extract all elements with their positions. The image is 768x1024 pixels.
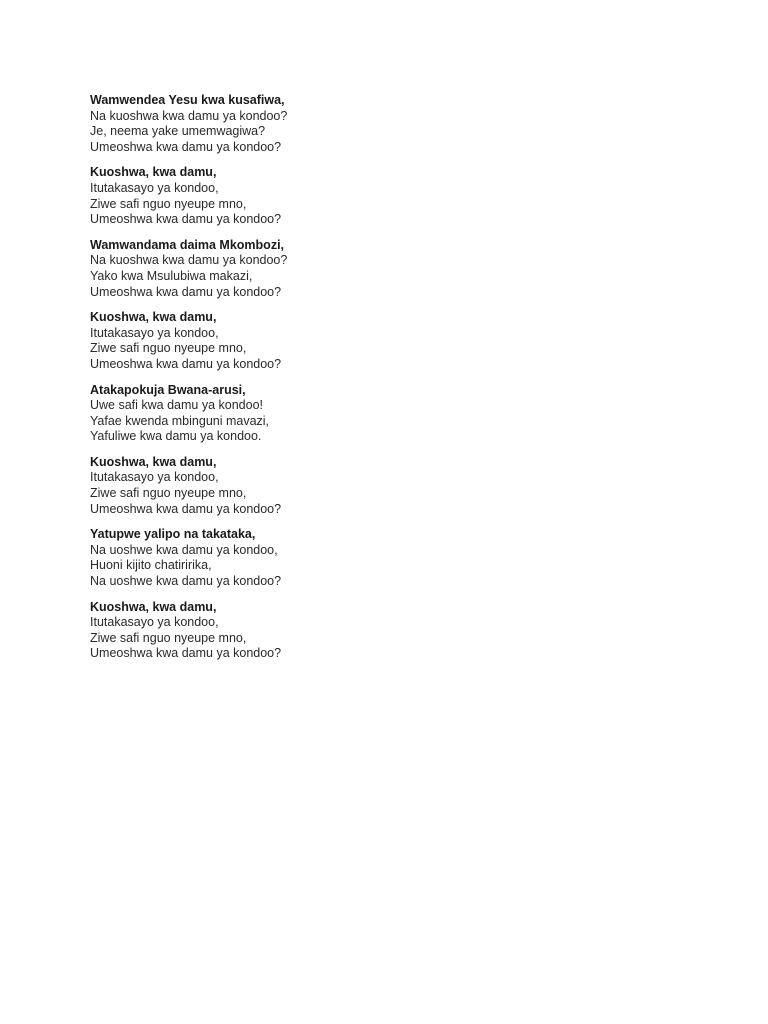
stanza-line: Ziwe safi nguo nyeupe mno, — [90, 630, 247, 645]
stanza-line: Na kuoshwa kwa damu ya kondoo? — [90, 108, 288, 123]
stanza-line: Kuoshwa, kwa damu, — [90, 599, 217, 614]
stanza-line: Na uoshwe kwa damu ya kondoo? — [90, 574, 282, 589]
stanza-line: Wamwandama daima Mkombozi, — [90, 237, 285, 252]
stanza-line: Kuoshwa, kwa damu, — [90, 454, 217, 469]
stanza-line: Na uoshwe kwa damu ya kondoo, — [90, 542, 278, 557]
stanza-line: Umeoshwa kwa damu ya kondoo? — [90, 501, 282, 516]
stanza-1 — [90, 93, 690, 155]
stanza-line: Kuoshwa, kwa damu, — [90, 310, 217, 325]
stanza-line: Yako kwa Msulubiwa makazi, — [90, 268, 253, 283]
stanza-line: Umeoshwa kwa damu ya kondoo? — [90, 212, 282, 227]
stanza-line: Atakapokuja Bwana-arusi, — [90, 382, 246, 397]
stanza-line: Umeoshwa kwa damu ya kondoo? — [90, 139, 282, 154]
stanza-line: Itutakasayo ya kondoo, — [90, 180, 219, 195]
chorus-4 — [90, 600, 690, 662]
stanza-2 — [90, 238, 690, 300]
stanza-line: Yafae kwenda mbinguni mavazi, — [90, 413, 270, 428]
stanza-line: Ziwe safi nguo nyeupe mno, — [90, 196, 247, 211]
stanza-line: Ziwe safi nguo nyeupe mno, — [90, 486, 247, 501]
stanza-line: Uwe safi kwa damu ya kondoo! — [90, 398, 264, 413]
chorus-2 — [90, 310, 690, 372]
stanza-line: Ziwe safi nguo nyeupe mno, — [90, 341, 247, 356]
stanza-line: Yatupwe yalipo na takataka, — [90, 527, 256, 542]
stanza-line: Na kuoshwa kwa damu ya kondoo? — [90, 253, 288, 268]
stanza-line: Kuoshwa, kwa damu, — [90, 165, 217, 180]
stanza-4 — [90, 527, 690, 589]
stanza-line: Itutakasayo ya kondoo, — [90, 325, 219, 340]
stanza-3 — [90, 383, 690, 445]
stanza-line: Umeoshwa kwa damu ya kondoo? — [90, 646, 282, 661]
stanza-line: Umeoshwa kwa damu ya kondoo? — [90, 284, 282, 299]
stanza-line: Umeoshwa kwa damu ya kondoo? — [90, 356, 282, 371]
stanza-line: Itutakasayo ya kondoo, — [90, 615, 219, 630]
stanza-line: Yafuliwe kwa damu ya kondoo. — [90, 429, 262, 444]
hymn-lyrics — [90, 93, 690, 672]
chorus-3 — [90, 455, 690, 517]
stanza-line: Huoni kijito chatiririka, — [90, 558, 212, 573]
stanza-line: Je, neema yake umemwagiwa? — [90, 124, 266, 139]
stanza-line: Itutakasayo ya kondoo, — [90, 470, 219, 485]
stanza-line: Wamwendea Yesu kwa kusafiwa, — [90, 93, 285, 107]
chorus-1 — [90, 165, 690, 227]
